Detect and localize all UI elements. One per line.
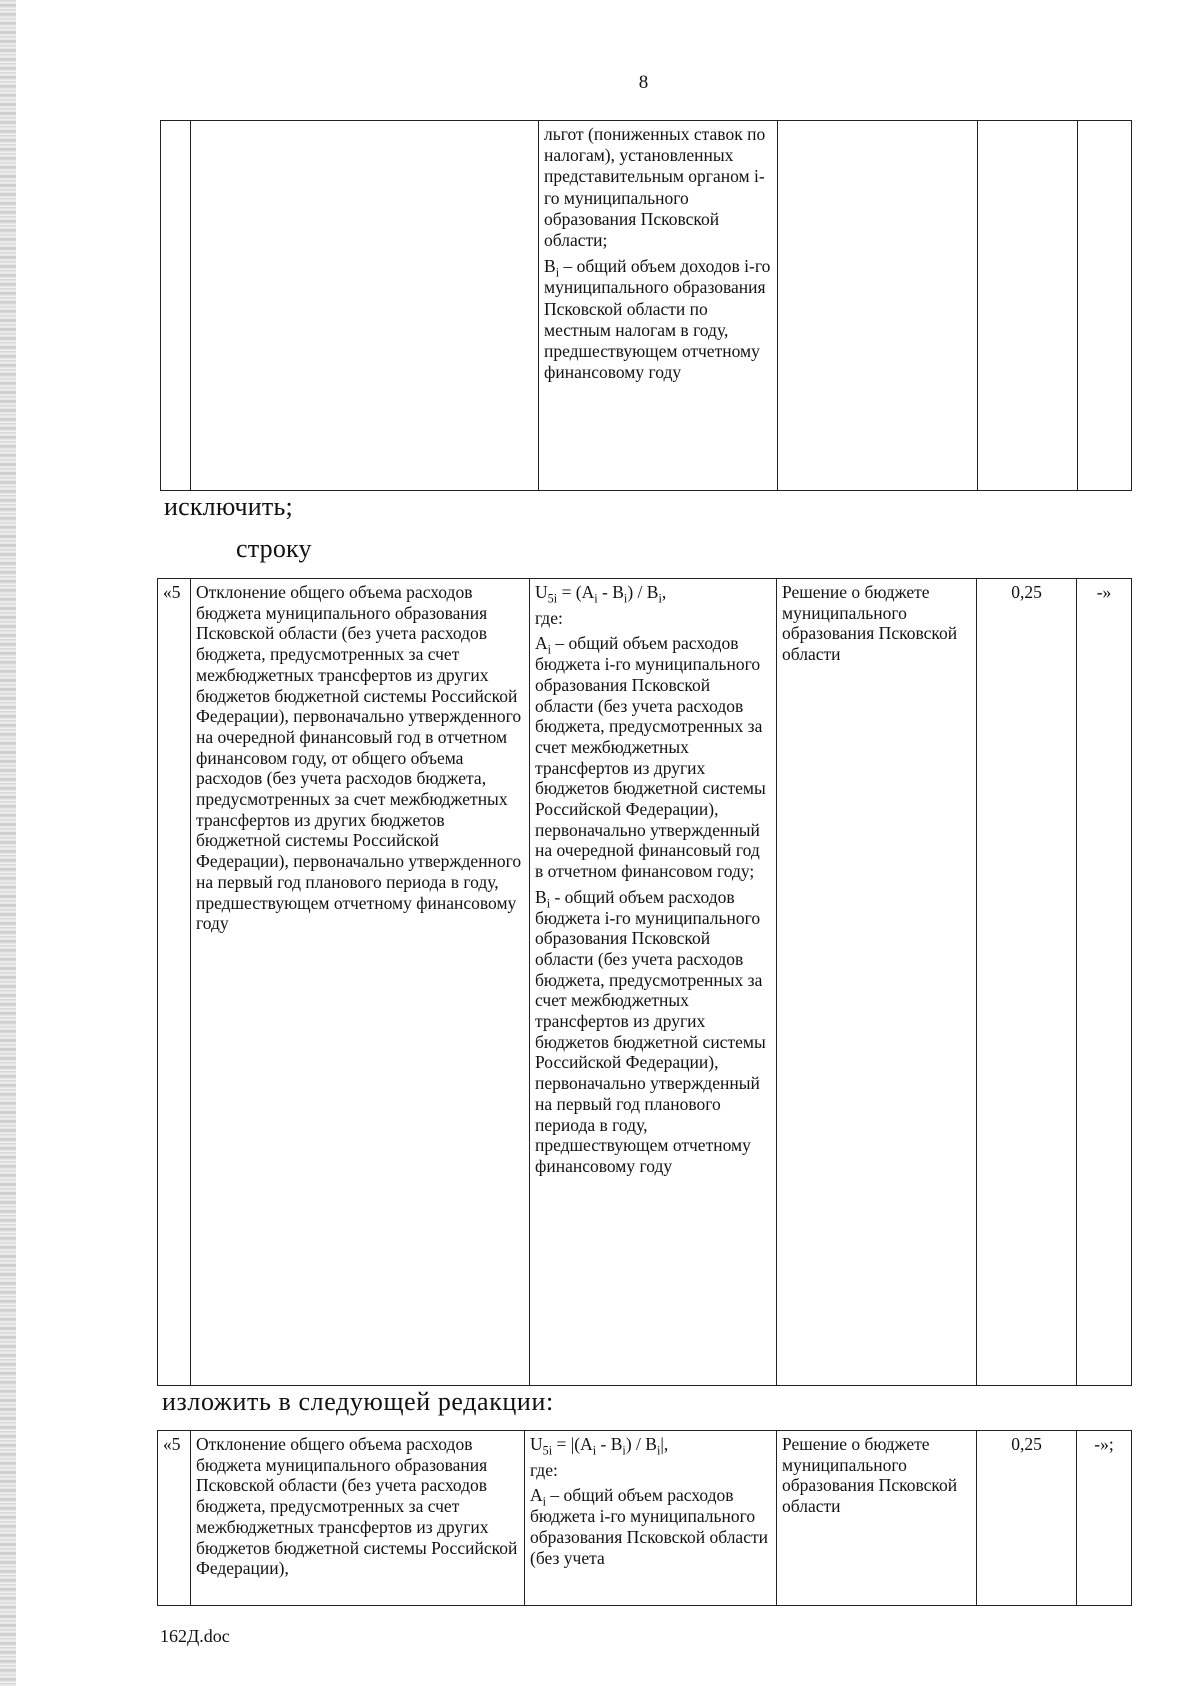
- text-paragraph: льгот (пониженных ставок по налогам), установленных представительным органом i-го муниципального образования Псковской области;: [544, 124, 766, 251]
- definition-a: $A_i$ – общий объем расходов бюджета i-го муниципального образования Псковской области (без учета расходов бюджета, предусмотренных за счет межбюджетных трансфертов из других бюджетов бюджетной системы Российской Федерации), первоначально утвержденный на очередной финансовый год в отчетном финансовом году;: [535, 633, 766, 882]
- table-old-row: [157, 578, 1132, 1386]
- cell-indicator: Отклонение общего объема расходов бюджета муниципального образования Псковской области (без учета расходов бюджета, предусмотренных за счет межбюджетных трансфертов из других бюджетов бюджетной системы Российской Федерации), первоначально утвержденного на очередной финансовый год в отчетном финансовом году, от общего объема расходов (без учета расходов бюджета, предусмотренных за счет межбюджетных трансфертов из других бюджетов бюджетной системы Российской Федерации), первоначально утвержденного на первый год планового периода в году, предшествующем отчетному финансовому году: [191, 579, 530, 1386]
- definition-a: $A_i$ – общий объем расходов бюджета i-го муниципального образования Псковской области (без учета: [530, 1485, 768, 1568]
- table-row: [161, 121, 1132, 491]
- formula: [530, 1434, 771, 1458]
- cell-number: «5: [158, 1431, 191, 1606]
- page-number: 8: [638, 72, 649, 93]
- table-row: [158, 579, 1132, 1386]
- cell-note: -»;: [1077, 1431, 1132, 1606]
- cell-weight: [978, 121, 1078, 491]
- footer-filename: 162Д.doc: [160, 1626, 230, 1646]
- formula-where: где:: [530, 1459, 558, 1480]
- instruction-exclude: исключить;: [164, 492, 293, 521]
- formula-text: $U_{5i} = |(A_i - B_i) / B_i|$,: [530, 1434, 669, 1458]
- table-new-row: [157, 1430, 1132, 1606]
- cell-formula: [530, 579, 777, 1386]
- formula-where: где:: [535, 607, 563, 628]
- instruction-row: строку: [236, 534, 312, 563]
- cell-note: [1078, 121, 1132, 491]
- cell-source: Решение о бюджете муниципального образования Псковской области: [777, 579, 977, 1386]
- cell-indicator: Отклонение общего объема расходов бюджета муниципального образования Псковской области (без учета расходов бюджета, предусмотренных за счет межбюджетных трансфертов из других бюджетов бюджетной системы Российской Федерации),: [191, 1431, 525, 1606]
- table-continuation: [160, 120, 1132, 491]
- formula-text: $U_{5i} = (A_i - B_i) / B_i$,: [535, 582, 667, 606]
- cell-weight: 0,25: [977, 579, 1077, 1386]
- cell-indicator: [191, 121, 539, 491]
- scan-edge: [0, 0, 16, 1686]
- cell-number: «5: [158, 579, 191, 1386]
- cell-number: [161, 121, 191, 491]
- table-row: [158, 1431, 1132, 1606]
- cell-formula: [525, 1431, 777, 1606]
- instruction-new-wording: изложить в следующей редакции:: [162, 1387, 554, 1416]
- cell-formula: [539, 121, 778, 491]
- cell-weight: 0,25: [977, 1431, 1077, 1606]
- cell-source: [778, 121, 978, 491]
- text-paragraph: $B_i$ – общий объем доходов i-го муниципального образования Псковской области по местным налогам в году, предшествующем отчетному финансовому году: [544, 256, 771, 383]
- cell-note: -»: [1077, 579, 1132, 1386]
- cell-source: Решение о бюджете муниципального образования Псковской области: [777, 1431, 977, 1606]
- formula: [535, 582, 771, 606]
- definition-b: $B_i$ - общий объем расходов бюджета i-го муниципального образования Псковской области (без учета расходов бюджета, предусмотренных за счет межбюджетных трансфертов из других бюджетов бюджетной системы Российской Федерации), первоначально утвержденный на первый год планового периода в году, предшествующем отчетному финансовому году: [535, 886, 766, 1176]
